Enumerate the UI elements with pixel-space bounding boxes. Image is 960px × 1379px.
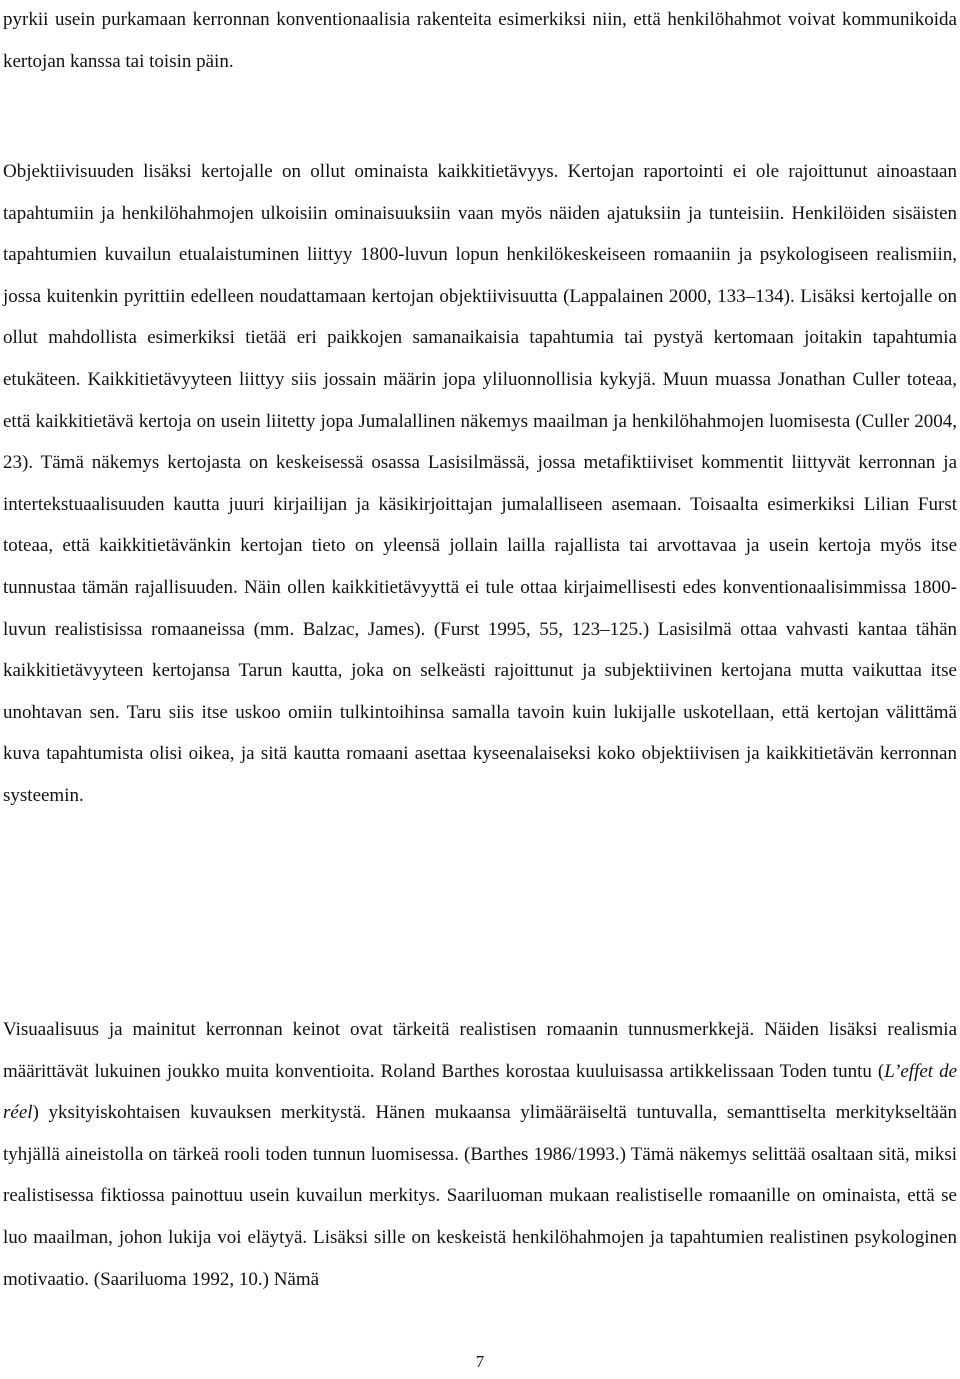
paragraph-3-text-before: Visuaalisuus ja mainitut kerronnan keinot ovat tärkeitä realistisen romaanin tunnusmerkkejä. Näiden lisäksi realismia määrittävät lukuinen joukko muita konventioita. Roland Barthes korostaa kuuluisassa artikkelissaan Toden tuntu ( [3, 1019, 957, 1082]
paragraph-1: pyrkii usein purkamaan kerronnan konventionaalisia rakenteita esimerkiksi niin, että henkilöhahmot voivat kommunikoida kertojan kanssa tai toisin päin. [3, 9, 957, 72]
paragraph-3-italic-title: L’effet de réel [3, 1060, 957, 1124]
paragraph-3-text-after: ) yksityiskohtaisen kuvauksen merkitystä. Hänen mukaansa ylimääräiseltä tuntuvalla, semanttiselta merkitykseltään tyhjällä aineistolla on tärkeä rooli toden tunnun luomisessa. (Barthes 1986/1993.) Tämä näkemys selittää osaltaan sitä, miksi realistisessa fiktiossa painottuu usein kuvailun merkitys. Saariluoman mukaan realistiselle romaanille on ominaista, että se luo maailman, johon lukija voi eläytyä. Lisäksi sille on keskeistä henkilöhahmojen ja tapahtumien realistinen psykologinen motivaatio. (Saariluoma 1992, 10.) Nämä [3, 1102, 957, 1290]
page-number: 7 [475, 1352, 485, 1371]
paragraph-3 [3, 1009, 957, 1300]
paragraph-2: Objektiivisuuden lisäksi kertojalle on ollut ominaista kaikkitietävyys. Kertojan raportointi ei ole rajoittunut ainoastaan tapahtumiin ja henkilöhahmojen ulkoisiin ominaisuuksiin vaan myös näiden ajatuksiin ja tunteisiin. Henkilöiden sisäisten tapahtumien kuvailun etualaistuminen liittyy 1800-luvun lopun henkilökeskeiseen romaaniin ja psykologiseen realismiin, jossa kuitenkin pyrittiin edelleen noudattamaan kertojan objektiivisuutta (Lappalainen 2000, 133–134). Lisäksi kertojalle on ollut mahdollista esimerkiksi tietää eri paikkojen samanaikaisia tapahtumia tai pystyä kertomaan joitakin tapahtumia etukäteen. Kaikkitietävyyteen liittyy siis jossain määrin jopa yliluonnollisia kykyjä. Muun muassa Jonathan Culler toteaa, että kaikkitietävä kertoja on usein liitetty jopa Jumalallinen näkemys maailman ja henkilöhahmojen luomisesta (Culler 2004, 23). Tämä näkemys kertojasta on keskeisessä osassa Lasisilmässä, jossa metafiktiiviset kommentit liittyvät kerronnan ja intertekstuaalisuuden kautta juuri kirjailijan ja käsikirjoittajan jumalalliseen asemaan. Toisaalta esimerkiksi Lilian Furst toteaa, että kaikkitietävänkin kertojan tieto on yleensä jollain lailla rajallista tai arvottavaa ja usein kertoja myös itse tunnustaa tämän rajallisuuden. Näin ollen kaikkitietävyyttä ei tule ottaa kirjaimellisesti edes konventionaalisimmissa 1800-luvun realistisissa romaaneissa (mm. Balzac, James). (Furst 1995, 55, 123–125.) Lasisilmä ottaa vahvasti kantaa tähän kaikkitietävyyteen kertojansa Tarun kautta, joka on selkeästi rajoittunut ja subjektiivinen kertojana mutta vaikuttaa itse unohtavan sen. Taru siis itse uskoo omiin tulkintoihinsa samalla tavoin kuin lukijalle uskotellaan, että kertojan välittämä kuva tapahtumista olisi oikea, ja sitä kautta romaani asettaa kyseenalaiseksi koko objektiivisen ja kaikkitietävän kerronnan systeemin. [3, 161, 957, 806]
